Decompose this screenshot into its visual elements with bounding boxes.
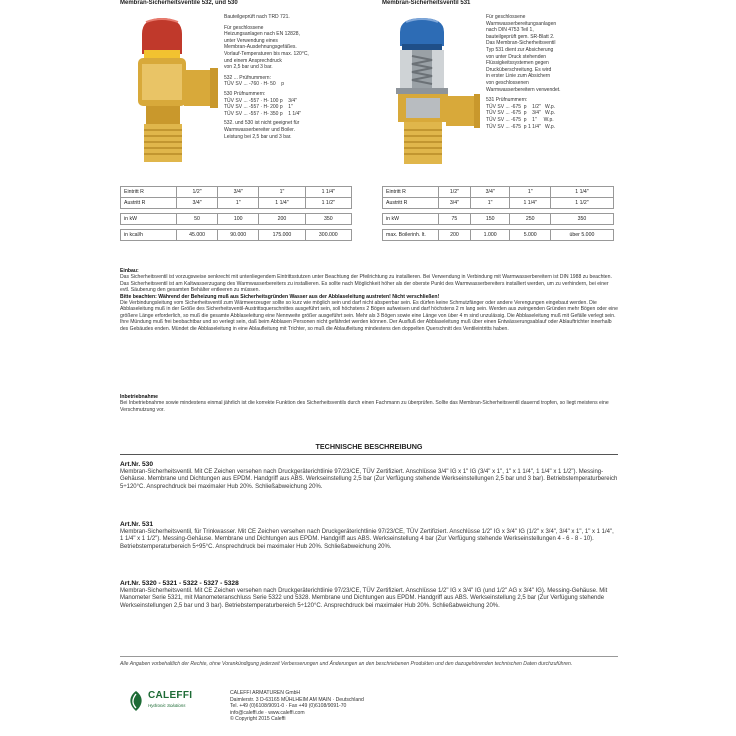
article-text: Membran-Sicherheitsventil. Mit CE Zeichen versehen nach Druckgeräterichtlinie 97/23/CE, TÜV Zertifiziert. Anschlüsse 1/2" IG x 3/4" IG (und 1/2" AG x 3/4" IG). Messing-Gehäuse. Mit Manometer Serie 5321, mit Manometeranschluss Serie 5322 und 5328. Membrane und Dichtungen aus EPDM. Handgriff aus ABS. Werkseinstellung 2,5 bar (Zur Verfügung stehende Werkseinstellungen 2,5 bar und 3 bar). Betriebstemperaturbereich 5÷120°C. Ansprechdruck bei maximaler Hub 20%. Schließabweichung 20%. — [120, 587, 608, 609]
divider — [120, 656, 618, 657]
inbetriebnahme-section — [120, 394, 618, 413]
text-line: Warmwasserbereiter und Boiler. — [224, 126, 295, 133]
einbau-paragraph-2: Die Verbindungsleitung vom Sicherheitsventil zum Wärmeerzeuger sollte so kurz wie möglich sein und darf nicht absperrbar sein. Es dürfen keine Schmutzfänger oder andere Verengungen eingebaut werden. Die Abblaseleitung muß in der Größe des Sicherheitsventil-Austrittsquerschnittes ausgeführt sein, soll höchstens 2 Bögen aufweisen und darf höchstens 2 m lang sein. Werden aus zwingenden Gründen mehr Bögen oder eine größere Länge erforderlich, so muß die gesamte Abblaseleitung eine Nennweite größer ausgeführt sein. Mehr als 3 Bögen sowie eine Länge von über 4 m sind unzulässig. Die Abblaseleitung muß mit Gefälle verlegt sein. Ihre Mündung muß frei beobachtbar und so verlegt sein, daß beim Abblasen Personen nicht gefährdet werden können. Der Ausfluß der Abblaseleitung muß über einen Entwässerungsablauf oder Ablauftrichter innerhalb des Gebäudes enden. Mündet die Abblaseleitung in eine Ablaufleitung mit Trichter, so muß die Ablaufleitung mindestens den doppelten Querschnitt des Ventileintritts haben. — [120, 300, 618, 332]
table-cell: 1 1/4" — [550, 187, 613, 198]
table-cell: Eintritt R — [383, 187, 439, 198]
table-cell: 1 1/2" — [305, 198, 351, 209]
table-cell: 75 — [439, 214, 471, 225]
table-row — [383, 230, 614, 241]
text-line: Bauteilgeprüft nach TRD 721. — [224, 14, 290, 20]
einbau-warning: Bitte beachten: Während der Beheizung muß aus Sicherheitsgründen Wasser aus der Abblaseleitung austreten! Nicht verschließen! — [120, 293, 440, 300]
table-row — [121, 198, 352, 209]
table-row — [383, 187, 614, 198]
leaf-icon — [126, 690, 146, 712]
table-row — [383, 198, 614, 209]
address-line: info@caleffi.de · www.caleffi.com — [230, 709, 305, 716]
text-line: Typ 531 dient zur Absicherung — [486, 46, 554, 53]
text-line: Für geschlossene — [486, 14, 526, 20]
address-line: © Copyright 2015 Caleffi — [230, 716, 286, 723]
logo-wordmark: CALEFFI — [148, 690, 193, 701]
text-line: Das Membran-Sicherheitsventil — [486, 40, 556, 47]
valve-532-image — [120, 12, 220, 172]
table-cell: in kcal/h — [121, 230, 177, 241]
valve-531-cutaway-image — [382, 12, 482, 172]
text-line: von unter Druck stehenden — [486, 53, 547, 60]
text-line: und einem Ansprechdruck — [224, 57, 282, 64]
table-cell: 45.000 — [177, 230, 218, 241]
table-cell: 1/2" — [439, 187, 471, 198]
logo-tagline: Hydronic Solutions — [148, 703, 186, 708]
einbau-section — [120, 268, 618, 332]
table-cell: 3/4" — [470, 187, 510, 198]
table-cell: 3/4" — [177, 198, 218, 209]
table-cell: 200 — [259, 214, 305, 225]
article-text: Membran-Sicherheitsventil, für Trinkwasser. Mit CE Zeichen versehen nach Druckgeräterichtlinie 97/23/CE, TÜV Zertifiziert. Anschlüsse 1/2" IG x 3/4" IG (1/2" x 3/4", 3/4" x 1", 1" x 1 1/4", 1 1/4" x 1 1/2"). Messing-Gehäuse. Membrane und Dichtungen aus EPDM. Handgriff aus ABS. Werkseinstellung 4 bar (Zur Verfügung stehende Werkseinstellungen 4 - 6 - 8 - 10). Betriebstemperaturbereich 5÷95°C. Ansprechdruck bei maximaler Hub 20%. Schließabweichung 20%. — [120, 528, 614, 550]
table-cell: 1.000 — [470, 230, 510, 241]
table-row — [121, 230, 352, 241]
company-address — [230, 690, 364, 723]
text-line: von geschlossenen — [486, 79, 529, 86]
table-cell: 50 — [177, 214, 218, 225]
disclaimer: Alle Angaben vorbehaltlich der Rechte, ohne Vorankündigung jederzeit Verbesserungen und Änderungen an den beschriebenen Produkten und den dazugehörenden technischen Daten durchzuführen. — [120, 661, 573, 667]
text-line: von 2,5 bar und 3 bar. — [224, 64, 273, 71]
table-cell: 200 — [439, 230, 471, 241]
product-description-right — [486, 14, 618, 130]
table-cell: max. Boilerinh. lt. — [383, 230, 439, 241]
article-number: Art.Nr. 5320 - 5321 - 5322 - 5327 - 5328 — [120, 580, 239, 587]
inbetriebnahme-heading: Inbetriebnahme — [120, 394, 158, 400]
text-line: Warmwasserbereitern verwendet. — [486, 86, 561, 93]
tech-description-title: TECHNISCHE BESCHREIBUNG — [315, 442, 423, 451]
table-cell: in kW — [383, 214, 439, 225]
product-title-right: Membran-Sicherheitsventil 531 — [382, 0, 471, 6]
text-line: Für geschlossene — [224, 24, 264, 31]
table-cell: 90.000 — [218, 230, 259, 241]
text-line: Leistung bei 2,5 bar und 3 bar. — [224, 133, 292, 140]
caleffi-logo — [126, 690, 202, 718]
article-number: Art.Nr. 531 — [120, 521, 153, 528]
table-cell: 100 — [218, 214, 259, 225]
text-line: Heizungsanlagen nach EN 12828, — [224, 31, 300, 38]
table-cell: 300.000 — [305, 230, 351, 241]
table-cell: 1 1/4" — [305, 187, 351, 198]
table-cell: 350 — [305, 214, 351, 225]
article-number: Art.Nr. 530 — [120, 461, 153, 468]
text-line: Vorlauf-Temperaturen bis max. 120°C, — [224, 50, 309, 57]
text-line: Warmwasserbereitungsanlagen — [486, 20, 557, 27]
table-row — [383, 214, 614, 225]
table-cell: 3/4" — [439, 198, 471, 209]
text-line: bauteilgeprüft gem. SR-Blatt 2. — [486, 33, 555, 40]
article-text: Membran-Sicherheitsventil. Mit CE Zeichen versehen nach Druckgeräterichtlinie 97/23/CE, TÜV Zertifiziert. Anschlüsse 3/4" IG x 1" IG (3/4" x 1", 1" x 1 1/4", 1 1/4" x 1 1/2"). Messing-Gehäuse. Membrane und Dichtungen aus EPDM. Handgriff aus ABS. Werkseinstellung 2,5 bar (Zur Verfügung stehende Werkseinstellungen 2,5 bar und 3 bar). Betriebstemperaturbereich 5÷120°C. Ansprechdruck bei maximaler Hub 20%. Schließabweichung 20%. — [120, 468, 618, 490]
text-line: TÜV SV ... -675 p 1/2" W.p. — [486, 103, 556, 110]
product-title-left: Membran-Sicherheitsventile 532, und 530 — [120, 0, 238, 6]
table-row — [121, 187, 352, 198]
product-description-left — [224, 14, 356, 140]
table-cell: 1/2" — [177, 187, 218, 198]
table-cell: 1 1/2" — [550, 198, 613, 209]
text-line: TÜV SV ... -557 · H- 100 p 3/4" — [224, 97, 297, 104]
text-line: TÜV SV ... -675 p 3/4" W.p. — [486, 110, 556, 117]
text-line: 532. und 530 ist nicht geeignet für — [224, 120, 300, 127]
address-line: Tel. +49 (0)6108/9091-0 · Fax +49 (0)6108/9091-70 — [230, 703, 347, 710]
table-cell: Austritt R — [383, 198, 439, 209]
text-line: Drucküberschreitung. Es wird — [486, 66, 552, 73]
text-line: in erster Linie zum Absichern — [486, 73, 551, 80]
text-line: TÜV SV ... -675 p 1" W.p. — [486, 116, 554, 123]
table-cell: 350 — [550, 214, 613, 225]
inbetriebnahme-paragraph: Bei Inbetriebnahme sowie mindestens einmal jährlich ist die korrekte Funktion des Sicherheitsventils durch einen Fachmann zu überprüfen. Sollte das Membran-Sicherheitsventil dauernd tropfen, so liegt meistens eine Verschmutzung vor. — [120, 400, 609, 413]
einbau-heading: Einbau: — [120, 268, 139, 274]
table-cell: 175.000 — [259, 230, 305, 241]
table-cell: 1" — [218, 198, 259, 209]
einbau-paragraph: Das Sicherheitsventil ist vorzugsweise senkrecht mit untenliegendem Eintrittsstutzen unter Beachtung der Pfeilrichtung zu installieren. Bei Verwendung in Verbindung mit Warmwasserbereitern ist DIN 1988 zu beachten. Das Sicherheitsventil ist am Kaltwasserzugang des Warmwasserbereiters zu installieren. Es sollte nach Möglichkeit höher als der oberste Punkt des Warmwasserbereiters installiert werden, um zu verhindern, bei einer evtl. Säuberung den gesamten Behälter entleeren zu müssen. — [120, 274, 612, 294]
table-cell: in kW — [121, 214, 177, 225]
text-line: TÜV SV ... -557 · H- 200 p 1" — [224, 104, 293, 111]
table-row — [121, 214, 352, 225]
text-line: 532 ... Prüfnummern: — [224, 74, 271, 81]
text-line: unter Verwendung eines — [224, 37, 278, 44]
text-line: TÜV SV ... -675 p 1 1/4" W.p. — [486, 123, 556, 130]
text-line: 530 Prüfnummern: — [224, 90, 266, 97]
table-cell: 5.000 — [510, 230, 550, 241]
divider — [120, 454, 618, 455]
table-cell: 1" — [510, 187, 550, 198]
table-cell: 250 — [510, 214, 550, 225]
table-cell: 1" — [259, 187, 305, 198]
table-cell: 3/4" — [218, 187, 259, 198]
table-cell: über 5.000 — [550, 230, 613, 241]
table-cell: Eintritt R — [121, 187, 177, 198]
article-531 — [120, 521, 618, 551]
text-line: Flüssigkeitssystemen gegen — [486, 60, 549, 67]
table-cell: 1" — [470, 198, 510, 209]
performance-table-left — [120, 186, 352, 241]
text-line: Membran-Ausdehnungsgefäßes. — [224, 44, 297, 51]
table-cell: 1 1/4" — [259, 198, 305, 209]
article-5320-series — [120, 580, 618, 610]
table-cell: Austritt R — [121, 198, 177, 209]
address-line: CALEFFI ARMATUREN GmbH — [230, 690, 301, 696]
article-530 — [120, 461, 618, 491]
performance-table-right — [382, 186, 614, 241]
table-cell: 1 1/4" — [510, 198, 550, 209]
address-line: Daimlerstr. 3 D-63165 MÜHLHEIM AM MAIN · Deutschland — [230, 696, 364, 703]
table-cell: 150 — [470, 214, 510, 225]
text-line: 531 Prüfnummern: — [486, 97, 528, 104]
text-line: nach DIN 4753 Teil 1, — [486, 27, 534, 34]
text-line: TÜV SV ... -557 · H- 350 p 1 1/4" — [224, 110, 302, 117]
datasheet-page — [120, 0, 618, 736]
text-line: TÜV SV ... -760 · H- 50 p — [224, 81, 285, 88]
